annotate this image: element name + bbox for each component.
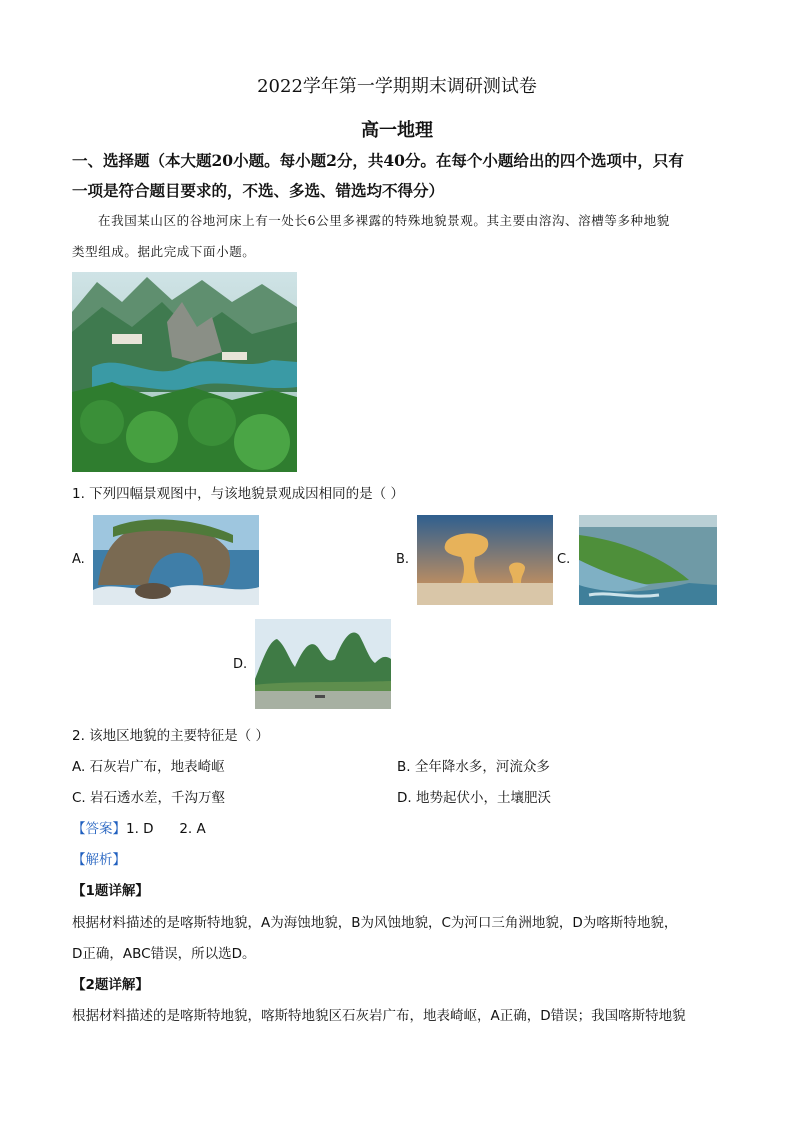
karst-valley-photo bbox=[72, 272, 297, 472]
q1-detail-line2: D正确，ABC错误，所以选D。 bbox=[72, 946, 256, 962]
q1-detail-heading: 【1题详解】 bbox=[72, 883, 149, 899]
option-c-river-delta-photo bbox=[579, 515, 717, 605]
section-heading-line2: 一项是符合题目要求的，不选、多选、错选均不得分） bbox=[72, 181, 445, 200]
answer-label: 【答案】 bbox=[72, 821, 126, 837]
section-heading-line1: 一、选择题（本大题20小题。每小题2分，共40分。在每个小题给出的四个选项中，只有 bbox=[72, 151, 684, 170]
answer-line bbox=[72, 817, 206, 837]
intro-line1: 在我国某山区的谷地河床上有一处长6公里多裸露的特殊地貌景观。其主要由溶沟、溶槽等多种地貌 bbox=[98, 213, 670, 228]
exam-title: 2022学年第一学期期末调研测试卷 bbox=[257, 76, 537, 97]
option-a-label: A. bbox=[72, 552, 85, 567]
option-a-sea-arch-photo bbox=[93, 515, 259, 605]
q1-detail-line1: 根据材料描述的是喀斯特地貌，A为海蚀地貌，B为风蚀地貌，C为河口三角洲地貌，D为喀斯特地貌， bbox=[72, 915, 678, 931]
question-2-option-b: B. 全年降水多，河流众多 bbox=[397, 759, 550, 775]
option-b-mushroom-rock-photo bbox=[417, 515, 553, 605]
option-b-label: B. bbox=[396, 552, 410, 567]
question-2-option-c: C. 岩石透水差，千沟万壑 bbox=[72, 790, 226, 806]
option-c-label: C. bbox=[557, 552, 571, 567]
question-2-stem: 2. 该地区地貌的主要特征是（ ） bbox=[72, 728, 269, 744]
analysis-label: 【解析】 bbox=[72, 852, 126, 868]
intro-line2: 类型组成。据此完成下面小题。 bbox=[72, 244, 256, 259]
question-2-option-d: D. 地势起伏小，土壤肥沃 bbox=[397, 790, 551, 806]
answer-text: 1. D 2. A bbox=[126, 821, 206, 837]
q2-detail-heading: 【2题详解】 bbox=[72, 977, 149, 993]
exam-subtitle: 高一地理 bbox=[361, 120, 433, 141]
question-2-option-a: A. 石灰岩广布，地表崎岖 bbox=[72, 759, 225, 775]
option-d-karst-peaks-photo bbox=[255, 619, 391, 709]
q2-detail-line1: 根据材料描述的是喀斯特地貌，喀斯特地貌区石灰岩广布，地表崎岖，A正确，D错误；我国喀斯特地貌 bbox=[72, 1008, 686, 1024]
option-d-label: D. bbox=[233, 657, 248, 672]
question-1-stem: 1. 下列四幅景观图中，与该地貌景观成因相同的是（ ） bbox=[72, 486, 404, 502]
